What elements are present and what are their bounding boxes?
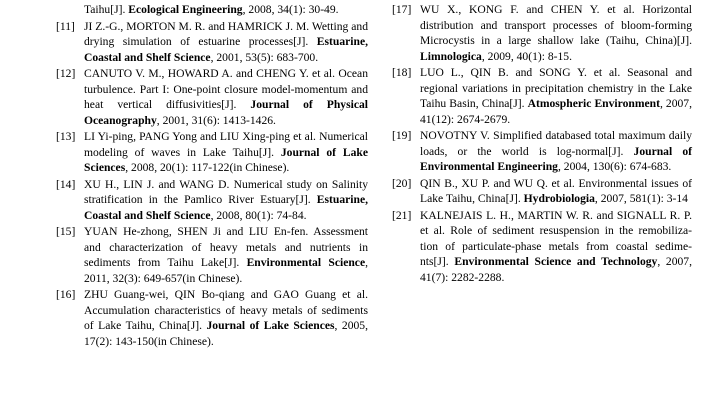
reference-number: [18] <box>392 66 412 79</box>
ref-details: , 2004, 130(6): 674-683. <box>557 160 672 173</box>
reference-number: [12] <box>56 67 76 80</box>
ref-details: , 2005, 17(2): 143-150(in Chinese). <box>84 319 369 348</box>
ref-details: , 2001, 31(6): 1413-1426. <box>156 113 276 127</box>
reference-number: [20] <box>392 176 412 190</box>
reference-entry <box>392 128 692 175</box>
ref-details: , 2001, 53(5): 683-700. <box>210 50 319 64</box>
reference-entry <box>56 129 368 176</box>
reference-entry <box>392 176 692 207</box>
reference-number: [14] <box>56 177 76 191</box>
left-column <box>56 2 368 350</box>
ref-details: , 2008, 80(1): 74-84. <box>210 208 307 222</box>
ref-details: , 2007, 581(1): 3-14 <box>594 192 688 205</box>
ref-details: , 2008, 34(1): 30-49. <box>242 3 339 16</box>
journal-name: Hydrobiologia <box>523 192 595 205</box>
journal-name: Journal of Lake Sciences <box>206 319 335 332</box>
ref-text: NOVOTNY V. Simplified databased total maximum daily loads, or the world is log-normal[J]. <box>420 129 692 158</box>
journal-name: Estuarine, Coastal and Shelf Science <box>84 35 368 64</box>
ref-text: XU H., LIN J. and WANG D. Numerical study on Salinity stratification in the Pamlico River Estuary[J]. <box>84 177 368 206</box>
reference-number: [19] <box>392 129 412 142</box>
ref-text: JI Z.-G., MORTON M. R. and HAMRICK J. M. Wetting and drying simulation of estuarine processes[J]. <box>84 19 368 48</box>
ref-text: QIN B., XU P. and WU Q. et al. Environmental issues of Lake Taihu, China[J]. <box>420 176 692 205</box>
reference-entry <box>392 208 692 286</box>
reference-entry <box>56 19 368 66</box>
ref-details: , 2011, 32(3): 649-657(in Chinese). <box>84 256 369 285</box>
reference-number: [16] <box>56 288 76 301</box>
journal-name: Ecological Engineering <box>128 3 243 16</box>
journal-name: Journal of Lake Sciences <box>84 145 368 174</box>
ref-details: , 2007, 41(7): 2282-2288. <box>420 255 693 284</box>
journal-name: Environmental Science and Technology <box>454 255 658 268</box>
reference-entry <box>56 287 368 349</box>
ref-details: , 2007, 41(12): 2674-2679. <box>420 97 692 126</box>
right-column <box>392 2 692 286</box>
reference-number: [13] <box>56 130 76 143</box>
reference-number: [21] <box>392 208 412 222</box>
reference-number: [11] <box>56 19 75 33</box>
reference-entry <box>392 65 692 127</box>
ref-text: CANUTO V. M., HOWARD A. and CHENG Y. et al. Ocean turbulence. Part I: One-point closure model-momentum and heat vertical diffusivities[J]. <box>84 67 368 111</box>
reference-number: [15] <box>56 225 76 238</box>
ref-details: , 2009, 40(1): 8-15. <box>481 49 573 63</box>
ref-text: LI Yi-ping, PANG Yong and LIU Xing-ping et al. Numerical modeling of waves in Lake Taihu[J]. <box>84 130 368 159</box>
journal-name: Estuarine, Coastal and Shelf Science <box>84 193 368 222</box>
reference-number: [17] <box>392 3 412 16</box>
reference-entry <box>392 2 692 64</box>
journal-name: Journal of Physical Oceanography <box>84 98 368 127</box>
reference-entry <box>56 177 368 224</box>
journal-name: Environmental Science <box>246 256 366 269</box>
ref-text: Taihu[J]. <box>84 3 129 16</box>
ref-text: WU X., KONG F. and CHEN Y. et al. Horizontal distribution and transport processes of bloom-forming Microcystis in a large shallow lake (Taihu, China)[J]. <box>420 3 692 47</box>
ref-text: YUAN He-zhong, SHEN Ji and LIU En-fen. Assessment and characterization of heavy metals and nutrients in sediments from Taihu Lake[J]. <box>84 225 368 269</box>
reference-entry <box>56 66 368 128</box>
reference-entry <box>56 224 368 286</box>
reference-continuation <box>84 2 368 18</box>
ref-details: , 2008, 20(1): 117-122(in Chinese). <box>125 161 290 174</box>
ref-text: KALNEJAIS L. H., MARTIN W. R. and SIGNALL R. P. et al. Role of sediment resuspension in the remobiliza- tion of particulate-phase metals from coastal sedime- nts[J]. <box>420 208 692 268</box>
ref-text: ZHU Guang-wei, QIN Bo-qiang and GAO Guang et al. Accumulation characteristics of heavy metals of sediments of Lake Taihu, China[J]. <box>84 288 368 332</box>
ref-text: LUO L., QIN B. and SONG Y. et al. Seasonal and regional variations in precipitation chemistry in the Lake Taihu Basin, China[J]. <box>420 66 692 110</box>
journal-name: Atmospheric Environment <box>527 97 660 110</box>
journal-name: Journal of Environmental Engineering <box>420 144 692 173</box>
journal-name: Limnologica <box>420 49 482 63</box>
